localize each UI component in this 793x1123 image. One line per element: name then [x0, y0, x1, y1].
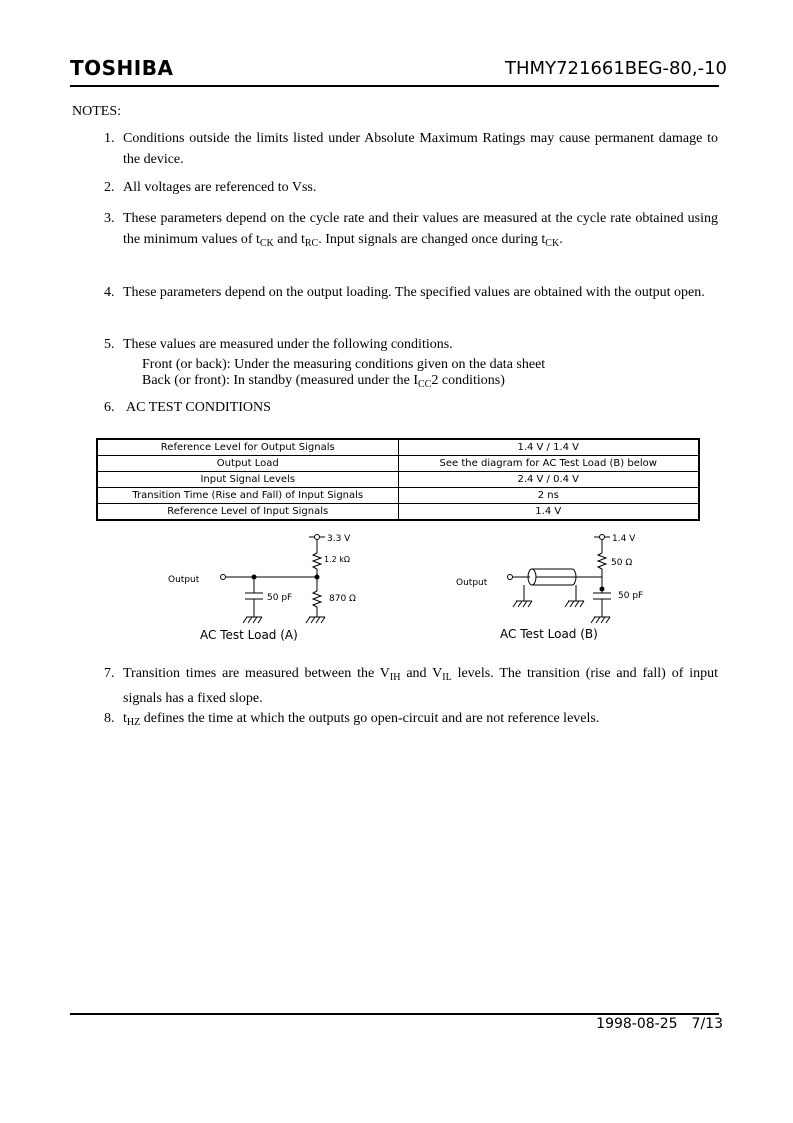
note-3 [104, 208, 718, 254]
resistor-icon [598, 553, 606, 569]
table-row [97, 472, 699, 488]
table-row [97, 456, 699, 472]
note-4 [104, 282, 718, 303]
note-6 [104, 397, 718, 418]
header-rule [70, 85, 719, 87]
note-text: AC TEST CONDITIONS [126, 400, 271, 415]
resistor-r1-a: 1.2 kΩ [324, 555, 351, 564]
note-number: 4. [104, 285, 115, 300]
ac-test-load-a-title: AC Test Load (A) [200, 628, 298, 642]
note-8 [104, 708, 718, 733]
note-number: 6. [104, 400, 115, 415]
note-number: 1. [104, 131, 115, 146]
condition-front: Front (or back): Under the measuring conditions given on the data sheet [142, 357, 546, 372]
note-number: 8. [104, 711, 115, 726]
param-cell: Transition Time (Rise and Fall) of Input Signals [97, 488, 398, 504]
param-cell: Reference Level for Output Signals [97, 439, 398, 456]
footer [596, 1016, 723, 1032]
supply-voltage-a: 3.3 V [327, 534, 351, 544]
note-number: 7. [104, 666, 115, 681]
resistor-icon [313, 591, 321, 607]
page-number: 7/13 [691, 1016, 723, 1032]
output-label-a: Output [168, 575, 200, 585]
note-text: Transition times are measured between the $V_{IH}$ and $V_{IL}$ levels. The transition (rise and fall) of input signals has a fixed slope. [123, 666, 718, 706]
value-cell: 2.4 V / 0.4 V [398, 472, 699, 488]
note-5 [104, 334, 718, 393]
ac-test-conditions-table [96, 438, 700, 521]
note-number: 2. [104, 180, 115, 195]
note-2 [104, 177, 718, 198]
ac-test-load-a-circuit [221, 535, 326, 624]
footer-date: 1998-08-25 [596, 1016, 678, 1032]
note-text: These values are measured under the following conditions. [123, 337, 453, 352]
footer-rule [70, 1013, 719, 1015]
ac-test-load-b-circuit [508, 535, 612, 624]
condition-back: Back (or front): In standby (measured under the $I_{CC}2$ conditions) [142, 373, 505, 390]
notes-title: NOTES: [72, 104, 121, 119]
note-text: These parameters depend on the output loading. The specified values are obtained with the output open. [123, 285, 705, 300]
resistor-r2-a: 870 Ω [329, 594, 356, 604]
param-cell: Output Load [97, 456, 398, 472]
note-text: All voltages are referenced to Vss. [123, 180, 317, 195]
note-number: 3. [104, 211, 115, 226]
supply-voltage-b: 1.4 V [612, 534, 636, 544]
resistor-icon [313, 553, 321, 569]
note-7 [104, 663, 718, 709]
table-row [97, 488, 699, 504]
value-cell: See the diagram for AC Test Load (B) below [398, 456, 699, 472]
note-text: These parameters depend on the cycle rate and their values are measured at the cycle rate obtained using the minimum values of $t_{CK}$ and $t_{RC}$. Input signals are changed once during $t_{CK}$. [123, 211, 718, 249]
resistor-r1-b: 50 Ω [611, 558, 633, 568]
param-cell: Reference Level of Input Signals [97, 504, 398, 521]
note-number: 5. [104, 337, 115, 352]
param-cell: Input Signal Levels [97, 472, 398, 488]
table-row [97, 504, 699, 521]
capacitor-label-a: 50 pF [267, 593, 293, 603]
table-row [97, 439, 699, 456]
ac-test-load-b-title: AC Test Load (B) [500, 627, 598, 641]
value-cell: 1.4 V / 1.4 V [398, 439, 699, 456]
note-text: Conditions outside the limits listed under Absolute Maximum Ratings may cause permanent damage to the device. [123, 131, 718, 167]
note-1 [104, 128, 718, 170]
capacitor-label-b: 50 pF [618, 591, 644, 601]
note-text: $t_{HZ}$ defines the time at which the outputs go open-circuit and are not reference levels. [123, 711, 600, 728]
value-cell: 1.4 V [398, 504, 699, 521]
document-id: THMY721661BEG-80,-10 [505, 58, 727, 79]
ac-test-load-diagrams [0, 525, 793, 650]
brand-logo: TOSHIBA [70, 56, 174, 80]
output-label-b: Output [456, 578, 488, 588]
value-cell: 2 ns [398, 488, 699, 504]
